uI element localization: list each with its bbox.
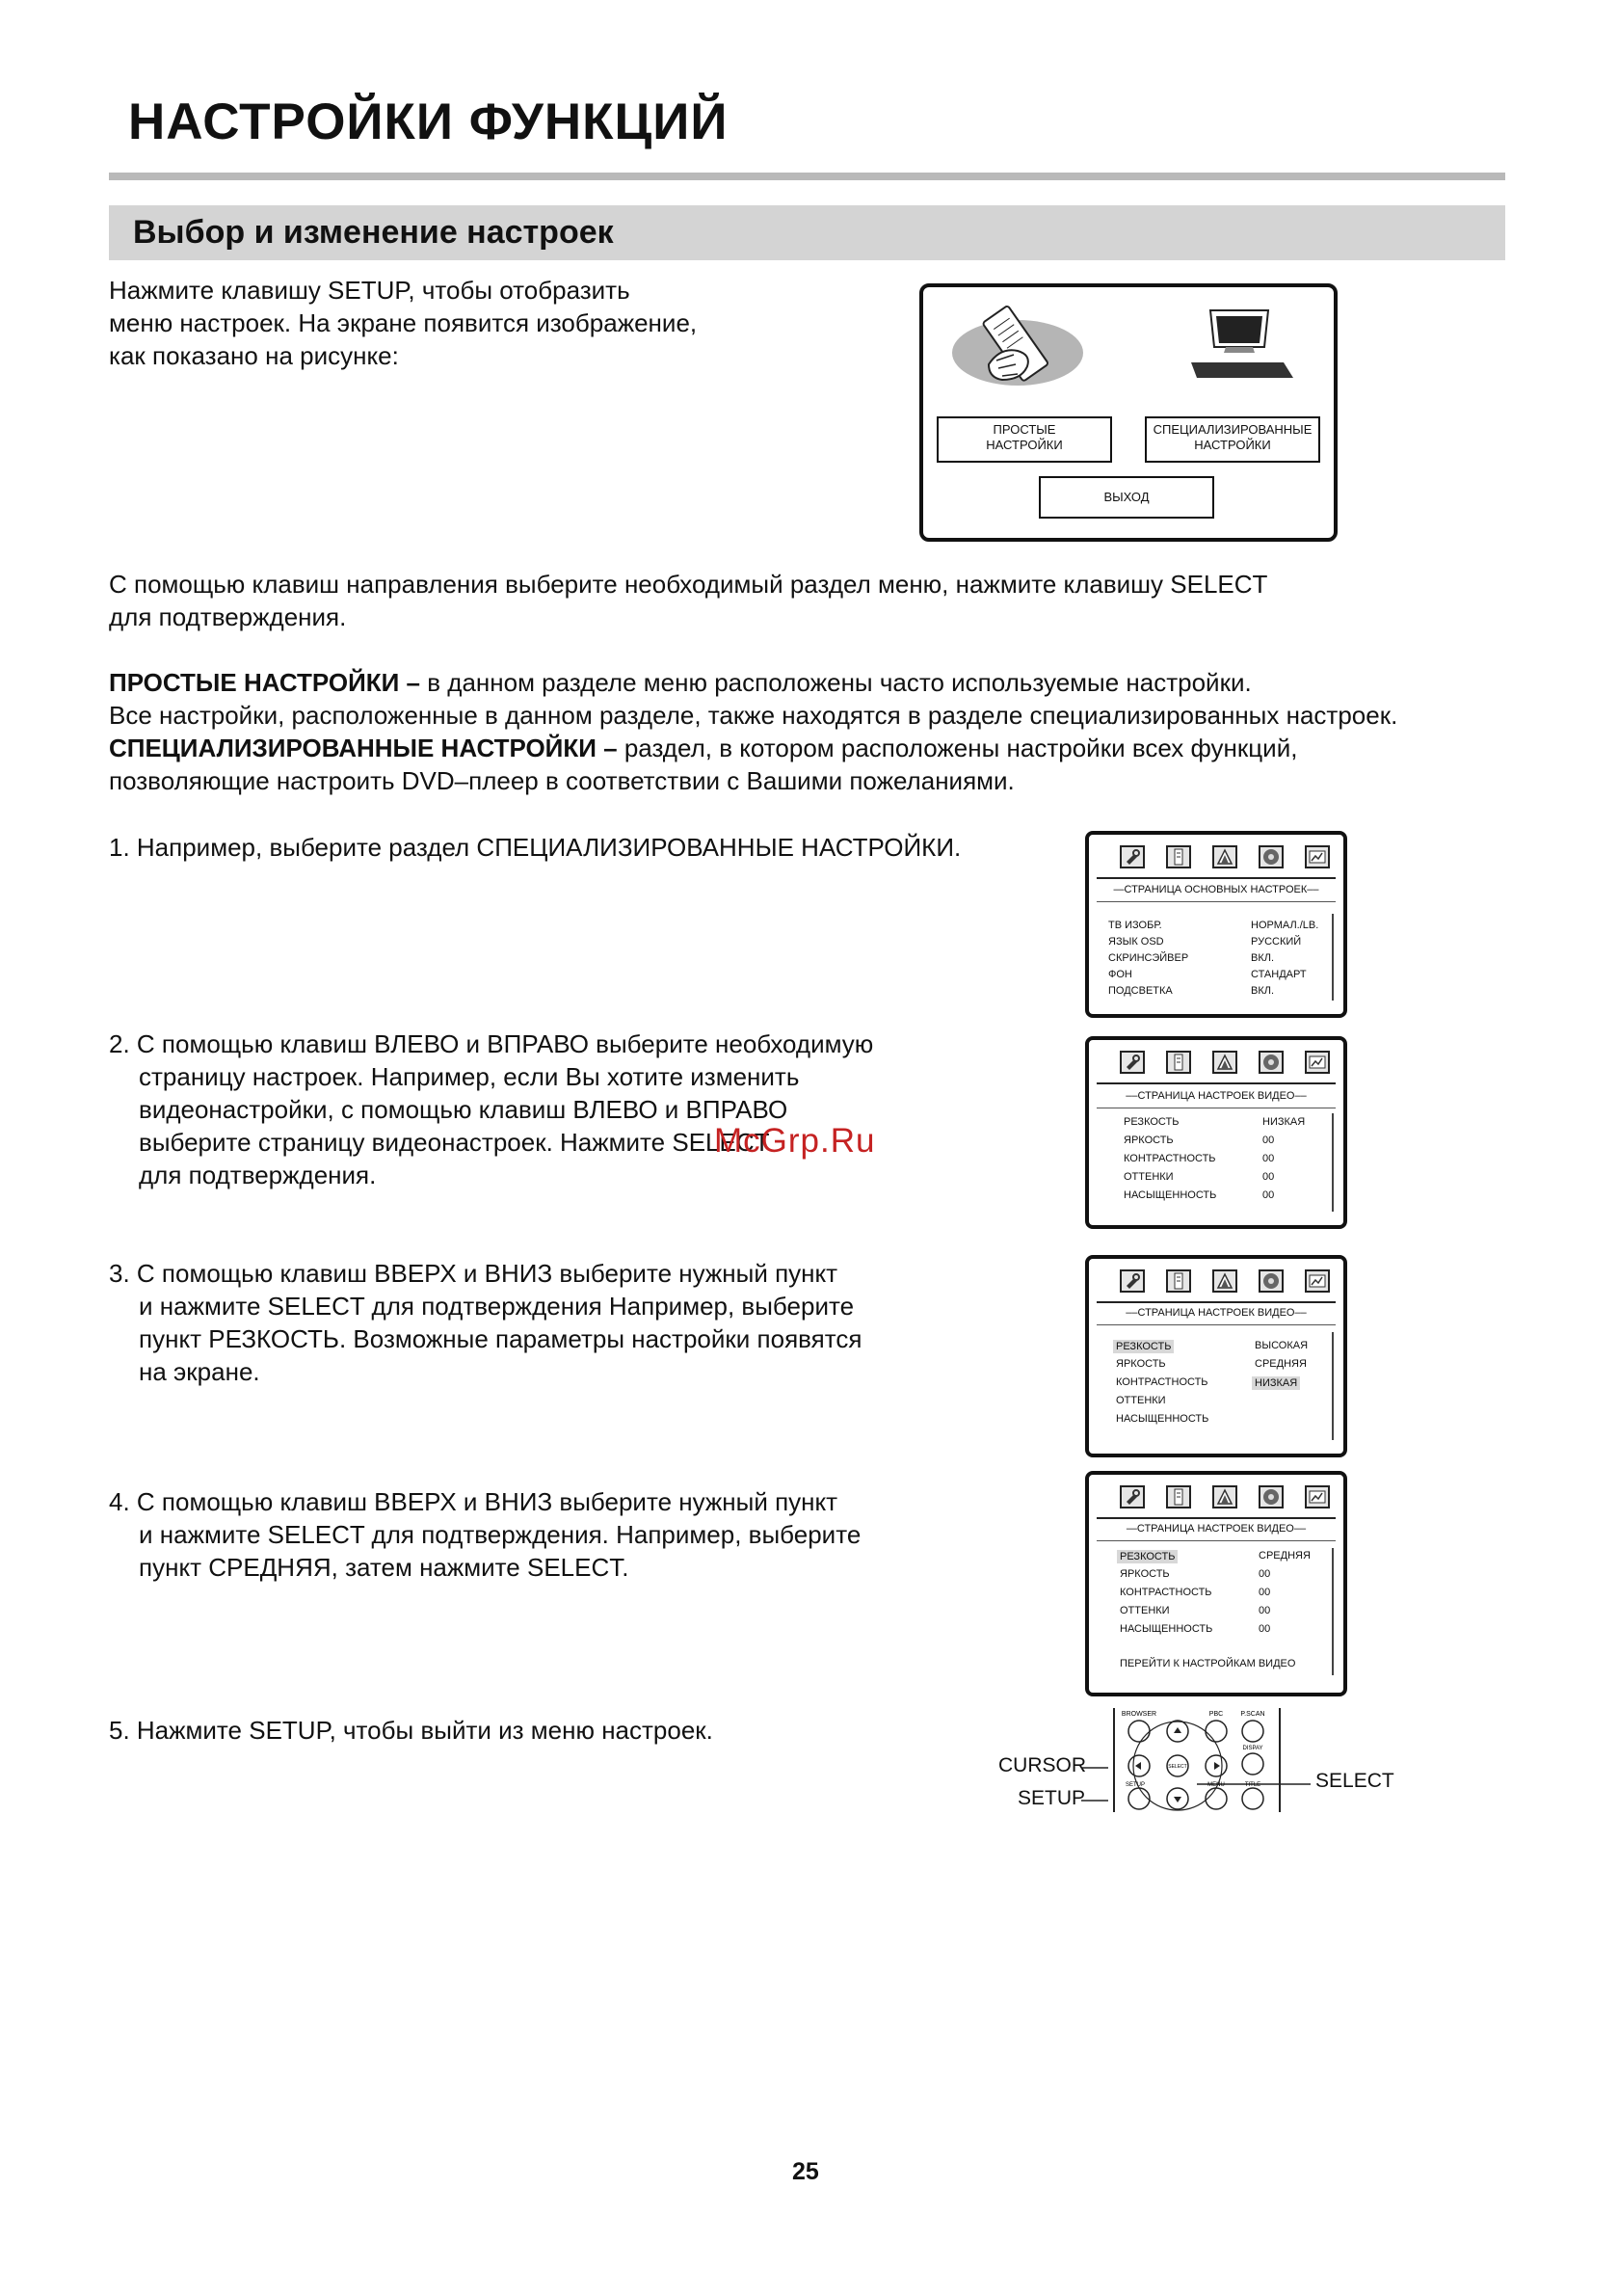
step-line: 5. Нажмите SETUP, чтобы выйти из меню настроек. <box>109 1716 713 1745</box>
nav-line: С помощью клавиш направления выберите необходимый раздел меню, нажмите клавишу SELECT <box>109 570 1268 599</box>
general-tab-icon[interactable] <box>1120 845 1145 868</box>
select-key-label: SELECT <box>1168 1764 1187 1770</box>
nav-line: для подтверждения. <box>109 602 347 631</box>
dispay-key-label: DISPAY <box>1242 1746 1263 1751</box>
option-item[interactable]: СРЕДНЯЯ <box>1255 1358 1307 1370</box>
step-line: 1. Например, выберите раздел СПЕЦИАЛИЗИРОВАННЫЕ НАСТРОЙКИ. <box>109 833 962 862</box>
preference-tab-icon[interactable] <box>1259 1485 1284 1508</box>
dispay-key[interactable] <box>1242 1753 1263 1775</box>
setup-key[interactable] <box>1128 1788 1150 1809</box>
preference-tab-icon[interactable] <box>1259 845 1284 868</box>
setting-value: 00 <box>1262 1171 1275 1183</box>
step-line: 4. С помощью клавиш ВВЕРХ и ВНИЗ выберите нужный пункт <box>109 1487 838 1516</box>
exit-label: ВЫХОД <box>1103 490 1150 504</box>
setting-value: 00 <box>1259 1568 1271 1580</box>
step-1 <box>109 831 961 864</box>
pbc-key[interactable] <box>1206 1721 1227 1742</box>
step-line: видеонастройки, с помощью клавиш ВЛЕВО и ВПРАВО <box>139 1095 788 1124</box>
setting-value: ВКЛ. <box>1251 985 1275 997</box>
divider <box>1097 1301 1336 1303</box>
special-settings-button[interactable] <box>1145 416 1320 463</box>
step-line: пункт РЕЗКОСТЬ. Возможные параметры настройки появятся <box>139 1324 862 1353</box>
setup-label: SETUP <box>1018 1787 1086 1809</box>
setting-label[interactable]: ЯРКОСТЬ <box>1116 1358 1166 1370</box>
screen-basic-settings <box>1085 831 1347 1018</box>
setup-menu-illustration <box>919 283 1338 542</box>
special-settings-label-2: НАСТРОЙКИ <box>1194 438 1271 452</box>
simple-settings-label-1: ПРОСТЫЕ <box>993 422 1056 437</box>
settings-tab-row <box>1120 1485 1337 1512</box>
title-key-label: TITLE <box>1244 1782 1261 1788</box>
video-tab-icon[interactable] <box>1212 845 1237 868</box>
setting-value: 00 <box>1262 1153 1275 1164</box>
scrollbar <box>1332 1332 1334 1440</box>
step-line: и нажмите SELECT для подтверждения. Например, выберите <box>139 1520 862 1549</box>
setting-label[interactable]: НАСЫЩЕННОСТЬ <box>1116 1413 1209 1425</box>
screen-header: ––СТРАНИЦА НАСТРОЕК ВИДЕО–– <box>1126 1307 1307 1319</box>
setting-label[interactable]: ФОН <box>1108 969 1132 980</box>
computer-monitor-icon <box>1181 308 1307 386</box>
exit-button[interactable] <box>1039 476 1214 519</box>
setting-label[interactable]: ЯРКОСТЬ <box>1120 1568 1170 1580</box>
intro-line: меню настроек. На экране появится изображение, <box>109 308 698 337</box>
setting-value: 00 <box>1259 1605 1271 1616</box>
screen-sharpness-options <box>1085 1255 1347 1457</box>
screen-video-settings <box>1085 1036 1347 1229</box>
screen-header: —СТРАНИЦА НАСТРОЕК ВИДЕО–– <box>1126 1523 1307 1535</box>
option-item-selected[interactable]: НИЗКАЯ <box>1252 1376 1300 1390</box>
screen-video-result <box>1085 1471 1347 1696</box>
title-rule <box>109 173 1505 180</box>
setting-label[interactable]: ЯЗЫК OSD <box>1108 936 1164 948</box>
setting-label[interactable]: ОТТЕНКИ <box>1124 1171 1174 1183</box>
browser-key[interactable] <box>1128 1721 1150 1742</box>
setting-label-selected[interactable]: РЕЗКОСТЬ <box>1113 1340 1174 1353</box>
intro-line: Нажмите клавишу SETUP, чтобы отобразить <box>109 276 630 305</box>
setting-label[interactable]: ОТТЕНКИ <box>1120 1605 1170 1616</box>
setting-value: НИЗКАЯ <box>1262 1116 1306 1128</box>
general-tab-icon[interactable] <box>1120 1485 1145 1508</box>
setting-value: РУССКИЙ <box>1251 936 1302 948</box>
option-item[interactable]: ВЫСОКАЯ <box>1255 1340 1309 1351</box>
password-tab-icon[interactable] <box>1305 845 1330 868</box>
special-term: СПЕЦИАЛИЗИРОВАННЫЕ НАСТРОЙКИ – <box>109 734 618 762</box>
step-line: страницу настроек. Например, если Вы хотите изменить <box>139 1062 800 1091</box>
step-line: 2. С помощью клавиш ВЛЕВО и ВПРАВО выберите необходимую <box>109 1029 874 1058</box>
setting-value: 00 <box>1262 1189 1275 1201</box>
step-line: пункт СРЕДНЯЯ, затем нажмите SELECT. <box>139 1553 629 1582</box>
password-tab-icon[interactable] <box>1305 1485 1330 1508</box>
divider <box>1097 877 1336 879</box>
setting-label[interactable]: КОНТРАСТНОСТЬ <box>1124 1153 1216 1164</box>
setting-value: 00 <box>1259 1587 1271 1598</box>
settings-tab-row <box>1120 1269 1337 1296</box>
step-3 <box>109 1257 862 1388</box>
page-number: 25 <box>792 2158 819 2185</box>
browser-key-label: BROWSER <box>1121 1711 1157 1718</box>
general-tab-icon[interactable] <box>1120 1051 1145 1074</box>
remote-control-diagram <box>1079 1706 1311 1814</box>
watermark: McGrp.Ru <box>714 1122 876 1160</box>
password-tab-icon[interactable] <box>1305 1269 1330 1293</box>
settings-tab-row <box>1120 845 1337 872</box>
title-key[interactable] <box>1242 1788 1263 1809</box>
setting-value: СТАНДАРТ <box>1251 969 1307 980</box>
setting-value: 00 <box>1259 1623 1271 1635</box>
special-settings-label-1: СПЕЦИАЛИЗИРОВАННЫЕ <box>1153 422 1313 437</box>
preference-tab-icon[interactable] <box>1259 1051 1284 1074</box>
preference-tab-icon[interactable] <box>1259 1269 1284 1293</box>
setting-label[interactable]: НАСЫЩЕННОСТЬ <box>1124 1189 1217 1201</box>
setting-value: СРЕДНЯЯ <box>1259 1550 1311 1562</box>
audio-tab-icon[interactable] <box>1166 845 1191 868</box>
section-band <box>109 205 1505 260</box>
setting-label[interactable]: ОТТЕНКИ <box>1116 1395 1166 1406</box>
step-line: и нажмите SELECT для подтверждения Например, выберите <box>139 1292 855 1321</box>
setting-label[interactable]: КОНТРАСТНОСТЬ <box>1116 1376 1208 1388</box>
setup-key-label: SETUP <box>1125 1782 1146 1788</box>
audio-tab-icon[interactable] <box>1166 1051 1191 1074</box>
setting-label[interactable]: СКРИНСЭЙВЕР <box>1108 952 1189 964</box>
step-line: выберите страницу видеонастроек. Нажмите SELECT <box>139 1128 770 1157</box>
video-tab-icon[interactable] <box>1212 1051 1237 1074</box>
screen-footer: ПЕРЕЙТИ К НАСТРОЙКАМ ВИДЕО <box>1120 1658 1296 1669</box>
setting-label[interactable]: НАСЫЩЕННОСТЬ <box>1120 1623 1213 1635</box>
video-tab-icon[interactable] <box>1212 1485 1237 1508</box>
screen-header: ––СТРАНИЦА НАСТРОЕК ВИДЕО–– <box>1126 1090 1307 1102</box>
scrollbar <box>1332 1113 1334 1212</box>
setting-value: 00 <box>1262 1135 1275 1146</box>
pscan-key-label: P.SCAN <box>1240 1711 1265 1718</box>
scrollbar <box>1332 914 1334 1001</box>
general-tab-icon[interactable] <box>1120 1269 1145 1293</box>
screen-header: —СТРАНИЦА ОСНОВНЫХ НАСТРОЕК–– <box>1113 884 1319 895</box>
setting-label[interactable]: РЕЗКОСТЬ <box>1124 1116 1180 1128</box>
setting-value: НОРМАЛ./LB. <box>1251 920 1319 931</box>
setting-label[interactable]: ЯРКОСТЬ <box>1124 1135 1174 1146</box>
settings-tab-row <box>1120 1051 1337 1078</box>
audio-tab-icon[interactable] <box>1166 1269 1191 1293</box>
divider <box>1097 1540 1336 1541</box>
intro-paragraph <box>109 274 697 372</box>
divider <box>1097 1082 1336 1084</box>
select-label: SELECT <box>1315 1770 1394 1792</box>
special-desc: раздел, в котором расположены настройки всех функций, <box>617 734 1298 762</box>
setting-value: ВКЛ. <box>1251 952 1275 964</box>
setting-label[interactable]: ПОДСВЕТКА <box>1108 985 1173 997</box>
cursor-label: CURSOR <box>998 1754 1087 1776</box>
pscan-key[interactable] <box>1242 1721 1263 1742</box>
section-title: Выбор и изменение настроек <box>133 214 614 251</box>
scrollbar <box>1332 1548 1334 1675</box>
setting-label-selected[interactable]: РЕЗКОСТЬ <box>1117 1550 1178 1563</box>
audio-tab-icon[interactable] <box>1166 1485 1191 1508</box>
menu-key[interactable] <box>1206 1788 1227 1809</box>
step-line: для подтверждения. <box>139 1161 377 1189</box>
desc-line: позволяющие настроить DVD–плеер в соответствии с Вашими пожеланиями. <box>109 766 1015 795</box>
step-line: 3. С помощью клавиш ВВЕРХ и ВНИЗ выберите нужный пункт <box>109 1259 838 1288</box>
page-title: НАСТРОЙКИ ФУНКЦИЙ <box>128 93 729 150</box>
simple-term: ПРОСТЫЕ НАСТРОЙКИ – <box>109 668 421 697</box>
hand-remote-icon <box>950 305 1085 393</box>
divider <box>1097 901 1336 902</box>
step-2 <box>109 1028 876 1191</box>
setting-label[interactable]: КОНТРАСТНОСТЬ <box>1120 1587 1212 1598</box>
divider <box>1097 1324 1336 1325</box>
setting-label[interactable]: ТВ ИЗОБР. <box>1108 920 1162 931</box>
step-4 <box>109 1485 861 1584</box>
intro-line: как показано на рисунке: <box>109 341 399 370</box>
pbc-key-label: PBC <box>1208 1711 1224 1718</box>
navigation-paragraph <box>109 568 1267 633</box>
simple-settings-label-2: НАСТРОЙКИ <box>986 438 1063 452</box>
step-line: на экране. <box>139 1357 260 1386</box>
simple-desc: в данном разделе меню расположены часто используемые настройки. <box>420 668 1252 697</box>
video-tab-icon[interactable] <box>1212 1269 1237 1293</box>
step-5 <box>109 1714 713 1747</box>
password-tab-icon[interactable] <box>1305 1051 1330 1074</box>
desc-line: Все настройки, расположенные в данном разделе, также находятся в разделе специализированных настроек. <box>109 701 1398 730</box>
simple-settings-button[interactable] <box>937 416 1112 463</box>
description-paragraph <box>109 666 1397 797</box>
divider <box>1097 1517 1336 1519</box>
menu-key-label: MENU <box>1207 1782 1225 1788</box>
